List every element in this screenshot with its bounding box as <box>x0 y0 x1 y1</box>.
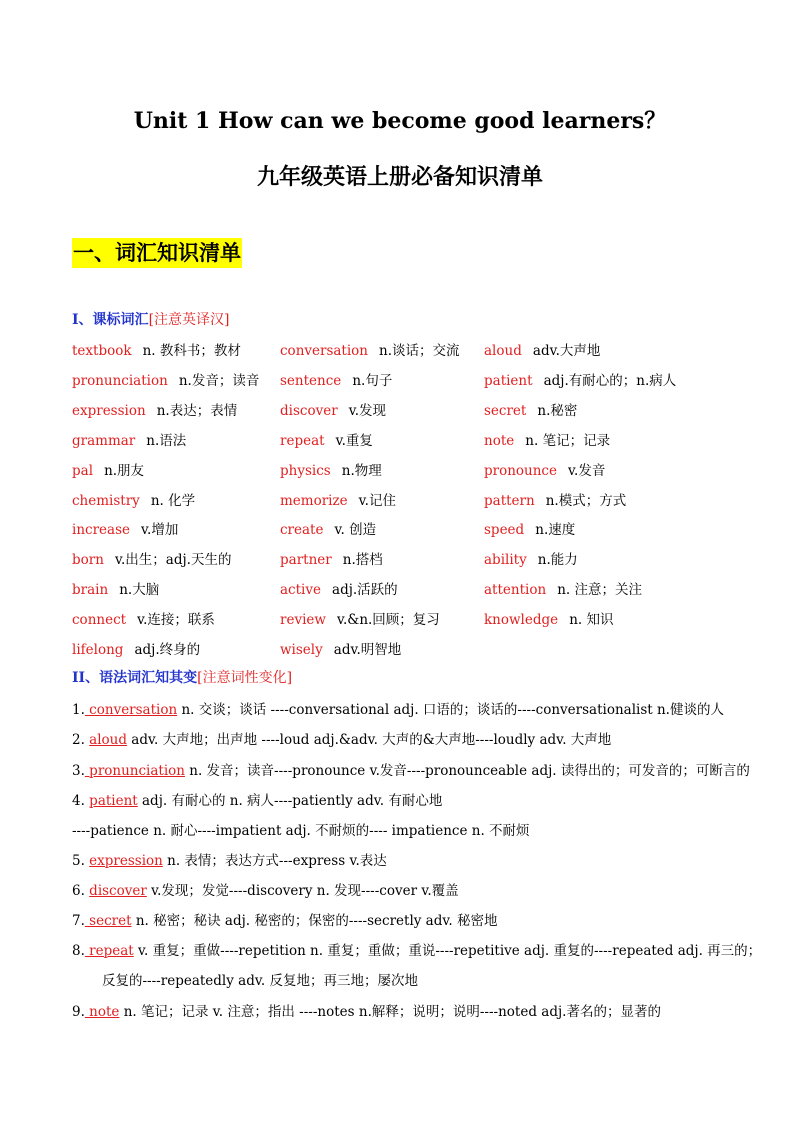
subheading-curriculum-vocab <box>72 309 230 329</box>
vocab-meaning: v.重复 <box>335 432 373 449</box>
vocab-entry <box>72 608 215 628</box>
vocab-entry <box>484 578 642 598</box>
vocab-meaning: n.表达；表情 <box>156 402 238 419</box>
vocab-entry <box>484 518 575 538</box>
grammar-derivations: n. 发音；读音----pronounce v.发音----pronounceable adj. 读得出的；可发音的；可断言的 <box>184 763 750 779</box>
vocab-row <box>0 429 800 451</box>
vocab-word: speed <box>484 522 525 539</box>
vocab-word: lifelong <box>72 642 124 658</box>
vocab-word: sentence <box>280 372 342 389</box>
grammar-line <box>72 728 611 748</box>
vocab-meaning: n.秘密 <box>537 402 578 419</box>
vocab-meaning: adj.活跃的 <box>332 582 398 599</box>
vocab-entry <box>484 459 605 479</box>
vocab-meaning: v.增加 <box>141 522 179 539</box>
vocab-word: knowledge <box>484 612 559 629</box>
vocab-meaning: n.能力 <box>537 552 578 569</box>
subheading-grammar-vocab <box>72 667 292 687</box>
grammar-line <box>72 909 497 929</box>
vocab-entry <box>72 489 195 509</box>
vocab-word: secret <box>484 402 527 419</box>
vocab-meaning: n.模式；方式 <box>545 492 627 509</box>
vocab-word: expression <box>72 402 146 419</box>
grammar-keyword: discover <box>89 883 147 899</box>
vocab-meaning: adj.有耐心的；n.病人 <box>543 372 677 389</box>
vocab-entry <box>280 608 440 628</box>
grammar-keyword: aloud <box>89 732 128 748</box>
grammar-line <box>72 819 530 839</box>
vocab-word: attention <box>484 582 547 599</box>
vocab-meaning: n. 注意；关注 <box>557 582 642 599</box>
vocab-word: grammar <box>72 432 136 449</box>
vocab-word: connect <box>72 612 127 629</box>
vocab-meaning: n.发音；读音 <box>178 372 260 389</box>
vocab-word: discover <box>280 402 338 419</box>
vocab-word: review <box>280 612 326 629</box>
grammar-keyword: patient <box>89 793 138 809</box>
vocab-meaning: v. 创造 <box>334 522 377 539</box>
vocab-entry <box>484 489 626 509</box>
vocab-word: conversation <box>280 343 368 359</box>
vocab-word: aloud <box>484 343 522 359</box>
grammar-derivations: 反复的----repeatedly adv. 反复地；再三地；屡次地 <box>102 973 418 989</box>
grammar-number: 1. <box>72 702 85 718</box>
grammar-line <box>72 789 442 809</box>
vocab-meaning: v.&n.回顾；复习 <box>336 612 440 629</box>
grammar-number: 9. <box>72 1004 85 1020</box>
vocab-row <box>0 489 800 511</box>
grammar-derivations: n. 表情；表达方式---express v.表达 <box>162 853 387 869</box>
vocab-word: wisely <box>280 642 323 658</box>
grammar-derivations: v. 重复；重做----repetition n. 重复；重做；重说----repetitive adj. 重复的----repeated adj. 再三的； <box>133 943 762 959</box>
vocab-meaning: v.出生；adj.天生的 <box>114 552 232 569</box>
vocab-word: repeat <box>280 432 325 449</box>
grammar-derivations: ----patience n. 耐心----impatient adj. 不耐烦的---- impatience n. 不耐烦 <box>72 823 530 839</box>
grammar-number: 4. <box>72 793 90 809</box>
vocab-word: physics <box>280 462 331 479</box>
vocab-entry <box>484 399 577 419</box>
grammar-number: 5. <box>72 853 90 869</box>
grammar-number: 8. <box>72 943 85 959</box>
vocab-meaning: adj.终身的 <box>134 642 201 658</box>
vocab-meaning: n. 知识 <box>569 612 614 629</box>
vocab-entry <box>280 429 373 449</box>
vocab-meaning: v.发音 <box>568 462 606 479</box>
grammar-number: 6. <box>72 883 90 899</box>
grammar-line <box>102 969 418 989</box>
vocab-meaning: n. 化学 <box>150 492 196 509</box>
vocab-row <box>0 459 800 481</box>
grammar-number: 7. <box>72 913 85 929</box>
grammar-number: 2. <box>72 732 90 748</box>
section-heading-vocabulary: 一、词汇知识清单 <box>72 238 242 268</box>
vocab-word: create <box>280 522 324 539</box>
vocab-meaning: v.记住 <box>358 492 396 509</box>
vocab-entry <box>484 548 578 568</box>
vocab-entry <box>72 459 144 479</box>
vocab-entry <box>72 638 200 658</box>
vocab-meaning: n.谈话；交流 <box>379 343 460 359</box>
vocab-word: pronunciation <box>72 372 168 389</box>
grammar-keyword: repeat <box>84 943 134 959</box>
vocab-word: note <box>484 432 515 449</box>
subheading-label: II、语法词汇知其变 <box>72 670 198 686</box>
vocab-meaning: n.句子 <box>352 372 393 389</box>
vocab-meaning: n.语法 <box>146 432 187 449</box>
vocab-meaning: n.朋友 <box>104 462 145 479</box>
subheading-label: I、课标词汇 <box>72 312 149 328</box>
vocab-word: patient <box>484 372 533 389</box>
vocab-word: partner <box>280 552 332 569</box>
vocab-row <box>0 339 800 361</box>
vocab-meaning: n.速度 <box>535 522 576 539</box>
grammar-number: 3. <box>72 763 85 779</box>
grammar-derivations: v.发现；发觉----discovery n. 发现----cover v.覆盖 <box>146 883 459 899</box>
vocab-entry <box>280 548 383 568</box>
grammar-keyword: note <box>84 1004 120 1020</box>
document-title-en: Unit 1 How can we become good learners？ <box>133 108 667 134</box>
vocab-entry <box>280 518 376 538</box>
vocab-row <box>0 608 800 630</box>
vocab-entry <box>72 369 259 389</box>
vocab-word: pal <box>72 462 94 479</box>
grammar-line <box>72 939 761 959</box>
subheading-note: [注意英译汉] <box>148 312 230 328</box>
vocab-word: memorize <box>280 492 348 509</box>
vocab-entry <box>484 339 600 359</box>
document-title-cn: 九年级英语上册必备知识清单 <box>256 164 543 190</box>
vocab-entry <box>484 429 610 449</box>
vocab-row <box>0 638 800 660</box>
vocab-entry <box>484 608 613 628</box>
vocab-word: chemistry <box>72 492 140 509</box>
vocab-entry <box>280 399 386 419</box>
vocab-entry <box>280 339 460 359</box>
vocab-word: increase <box>72 522 130 539</box>
vocab-word: pronounce <box>484 462 557 479</box>
vocab-entry <box>280 459 382 479</box>
vocab-word: ability <box>484 552 527 569</box>
grammar-derivations: adj. 有耐心的 n. 病人----patiently adv. 有耐心地 <box>137 793 443 809</box>
vocab-meaning: v.连接；联系 <box>137 612 215 629</box>
grammar-keyword: expression <box>89 853 163 869</box>
grammar-derivations: adv. 大声地；出声地 ----loud adj.&adv. 大声的&大声地----loudly adv. 大声地 <box>127 732 612 748</box>
grammar-line <box>72 698 724 718</box>
vocab-entry <box>484 369 676 389</box>
vocab-meaning: adv.明智地 <box>333 642 402 658</box>
vocab-meaning: n.大脑 <box>119 582 160 599</box>
vocab-word: textbook <box>72 343 132 359</box>
grammar-derivations: n. 笔记；记录 v. 注意；指出 ----notes n.解释；说明；说明----noted adj.著名的；显著的 <box>119 1004 661 1020</box>
grammar-line <box>72 879 459 899</box>
grammar-line <box>72 1000 661 1020</box>
vocab-meaning: n. 笔记；记录 <box>525 432 611 449</box>
vocab-word: active <box>280 582 321 599</box>
grammar-keyword: pronunciation <box>84 763 185 779</box>
grammar-line <box>72 759 750 779</box>
grammar-keyword: secret <box>84 913 132 929</box>
vocab-meaning: adv.大声地 <box>532 343 601 359</box>
vocab-row <box>0 578 800 600</box>
vocab-entry <box>280 369 392 389</box>
subheading-note: [注意词性变化] <box>197 670 293 686</box>
vocab-word: brain <box>72 582 109 599</box>
vocab-meaning: n. 教科书；教材 <box>142 343 241 359</box>
vocab-row <box>0 518 800 540</box>
vocab-entry <box>280 578 398 598</box>
vocab-meaning: n.物理 <box>341 462 382 479</box>
vocab-entry <box>72 548 231 568</box>
vocab-entry <box>72 429 186 449</box>
grammar-derivations: n. 秘密；秘诀 adj. 秘密的；保密的----secretly adv. 秘密地 <box>131 913 498 929</box>
vocab-row <box>0 399 800 421</box>
vocab-entry <box>72 578 159 598</box>
grammar-derivations: n. 交谈；谈话 ----conversational adj. 口语的；谈话的----conversationalist n.健谈的人 <box>177 702 724 718</box>
vocab-meaning: n.搭档 <box>342 552 383 569</box>
vocab-entry <box>280 489 396 509</box>
vocab-entry <box>280 638 401 658</box>
vocab-word: pattern <box>484 492 535 509</box>
vocab-entry <box>72 518 178 538</box>
vocab-row <box>0 369 800 391</box>
vocab-meaning: v.发现 <box>348 402 387 419</box>
vocab-entry <box>72 339 241 359</box>
grammar-keyword: conversation <box>84 702 178 718</box>
vocab-entry <box>72 399 237 419</box>
vocab-row <box>0 548 800 570</box>
vocab-word: born <box>72 552 104 569</box>
grammar-line <box>72 849 387 869</box>
